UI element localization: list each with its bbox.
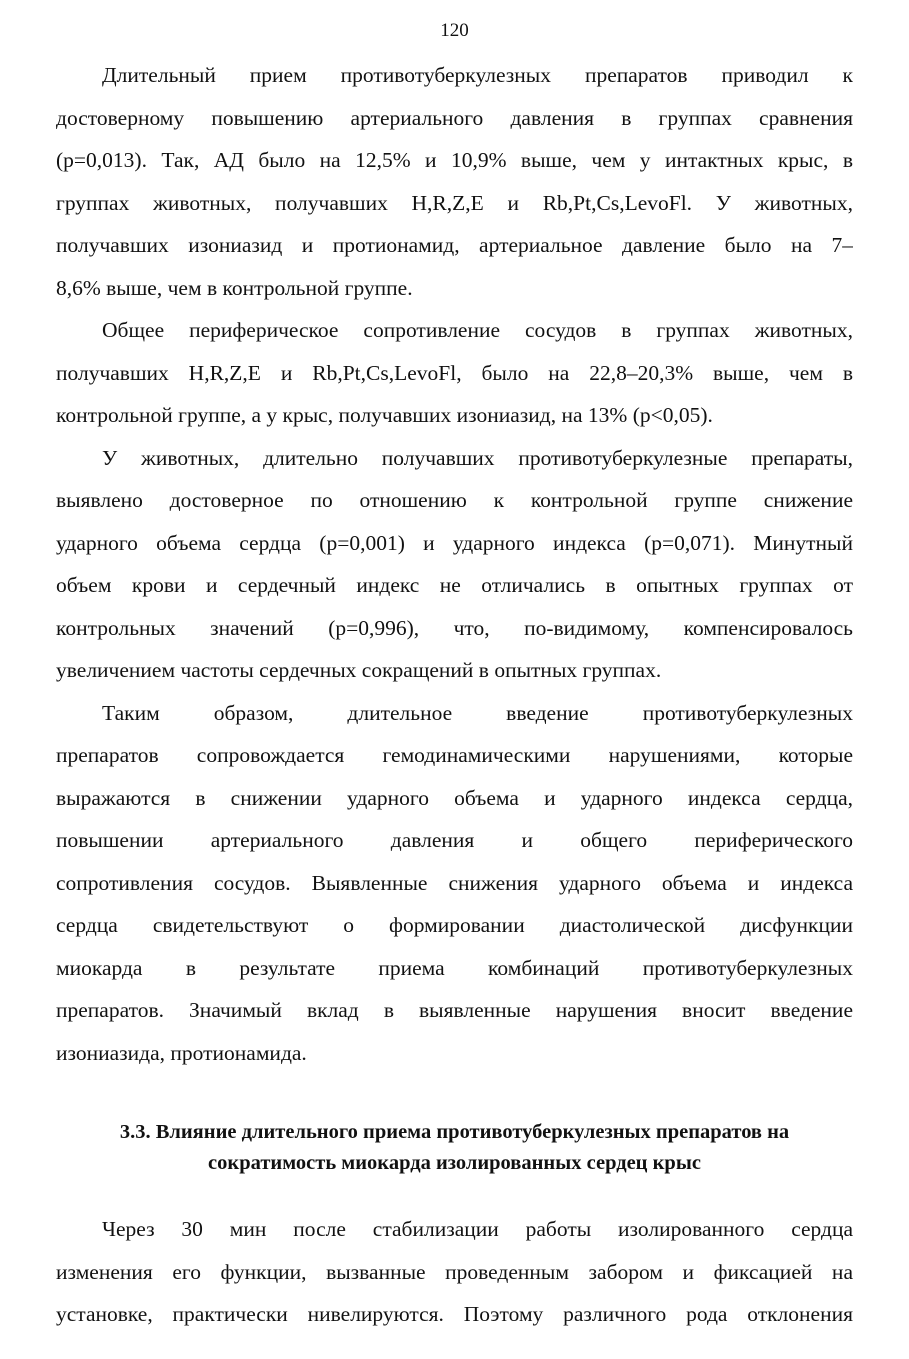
text-line: Длительный прием противотуберкулезных препаратов приводил к (102, 63, 853, 87)
text-line: получавших изониазид и протионамид, артериальное давление было на 7– (56, 233, 853, 257)
text-line: изониазида, протионамида. (56, 1040, 307, 1065)
text-line: Таким образом, длительное введение противотуберкулезных (102, 700, 853, 725)
section-body-text (56, 1208, 853, 1336)
text-line: препаратов. Значимый вклад в выявленные нарушения вносит введение (56, 998, 853, 1022)
text-line: установке, практически нивелируются. Поэтому различного рода отклонения (56, 1302, 853, 1326)
text-line: Общее периферическое сопротивление сосудов в группах животных, (102, 318, 853, 342)
paragraph-4 (56, 692, 853, 1075)
body-text (56, 54, 853, 1074)
text-line: повышении артериального давления и общего периферического (56, 828, 853, 852)
paragraph-5 (56, 1208, 853, 1336)
text-line: получавших H,R,Z,E и Rb,Pt,Cs,LevoFl, было на 22,8–20,3% выше, чем в (56, 360, 853, 385)
paragraph-1 (56, 54, 853, 309)
text-line: контрольной группе, а у крыс, получавших изониазид, на 13% (p<0,05). (56, 403, 713, 427)
paragraph-3 (56, 437, 853, 692)
text-line: Через 30 мин после стабилизации работы изолированного сердца (102, 1217, 853, 1241)
text-line: 8,6% выше, чем в контрольной группе. (56, 275, 413, 300)
text-line: сердца свидетельствуют о формировании диастолической дисфункции (56, 913, 853, 937)
text-line: увеличением частоты сердечных сокращений в опытных группах. (56, 658, 662, 682)
text-line: У животных, длительно получавших противотуберкулезные препараты, (102, 445, 853, 470)
paragraph-2 (56, 309, 853, 437)
section-heading-line-2: сократимость миокарда изолированных сердец крыс (208, 1152, 701, 1174)
text-line: выявлено достоверное по отношению к контрольной группе снижение (56, 488, 853, 512)
text-line: изменения его функции, вызванные проведенным забором и фиксацией на (56, 1259, 853, 1284)
text-line: контрольных значений (p=0,996), что, по-видимому, компенсировалось (56, 615, 853, 640)
text-line: объем крови и сердечный индекс не отличались в опытных группах от (56, 573, 853, 597)
text-line: миокарда в результате приема комбинаций противотуберкулезных (56, 955, 853, 980)
text-line: достоверному повышению артериального давления в группах сравнения (56, 105, 853, 130)
text-line: препаратов сопровождается гемодинамическими нарушениями, которые (56, 743, 853, 767)
text-line: ударного объема сердца (p=0,001) и ударного индекса (p=0,071). Минутный (56, 530, 853, 555)
text-line: выражаются в снижении ударного объема и ударного индекса сердца, (56, 785, 853, 810)
text-line: (p=0,013). Так, АД было на 12,5% и 10,9% выше, чем у интактных крыс, в (56, 148, 853, 172)
text-line: сопротивления сосудов. Выявленные снижения ударного объема и индекса (56, 870, 853, 895)
text-line: группах животных, получавших H,R,Z,E и Rb,Pt,Cs,LevoFl. У животных, (56, 190, 853, 215)
page-number: 120 (440, 20, 469, 41)
section-heading-line-1: 3.3. Влияние длительного приема противотуберкулезных препаратов на (119, 1121, 790, 1143)
section-heading (56, 1117, 853, 1179)
